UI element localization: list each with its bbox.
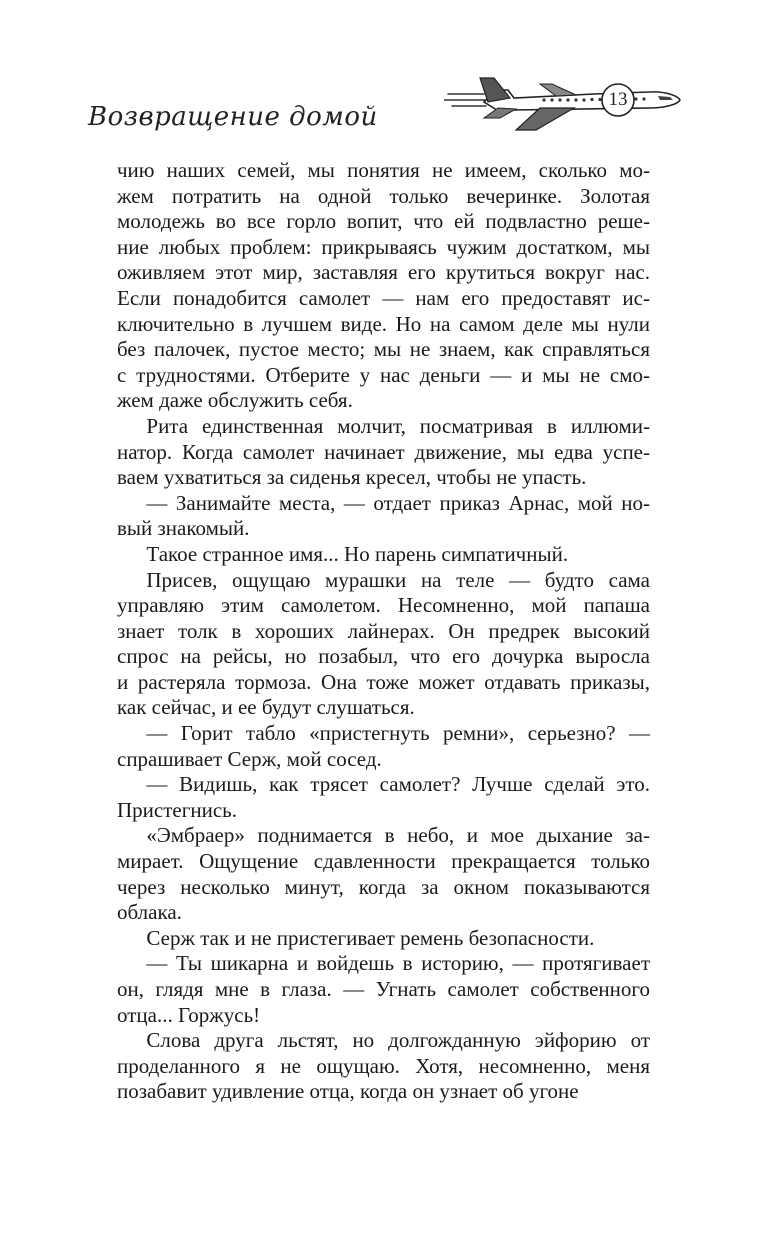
page-number: 13 — [608, 89, 628, 110]
text-line: молодежь во все горло вопит, что ей подвластно реше- — [117, 209, 650, 234]
text-line: через несколько минут, когда за окном показываются — [117, 874, 650, 899]
text-line: чию наших семей, мы понятия не имеем, сколько мо- — [117, 158, 650, 182]
text-line: позабавит удивление отца, когда он узнает об угоне — [117, 1079, 579, 1104]
text-line: мирает. Ощущение сдавленности прекращается только — [117, 849, 650, 874]
paragraph — [117, 414, 650, 491]
text-line: отца... Горжусь! — [117, 1002, 261, 1027]
paragraph — [117, 772, 650, 823]
paragraph — [117, 721, 650, 772]
paragraph — [117, 542, 650, 568]
text-line: знает толк в хороших лайнерах. Он предрек высокий — [117, 618, 650, 643]
paragraph — [117, 568, 650, 722]
text-line: Рита единственная молчит, посматривая в иллюми- — [146, 413, 650, 438]
paragraph — [117, 491, 650, 542]
text-line: оживляем этот мир, заставляя его крутиться вокруг нас. — [117, 260, 650, 285]
text-line: он, глядя мне в глаза. — Угнать самолет собственного — [117, 977, 650, 1001]
paragraph — [117, 926, 650, 952]
text-line: Такое странное имя... Но парень симпатичный. — [146, 541, 569, 566]
text-line: облака. — [117, 900, 182, 925]
text-line: жем потратить на одной только вечеринке. Золотая — [117, 183, 650, 208]
text-line: «Эмбраер» поднимается в небо, и мое дыхание за- — [146, 823, 650, 848]
text-line: без палочек, пустое место; мы не знаем, как справляться — [117, 337, 650, 362]
text-line: ваем ухватиться за сиденья кресел, чтобы не упасть. — [117, 465, 587, 490]
text-line: — Ты шикарна и войдешь в историю, — протягивает — [146, 951, 650, 976]
text-line: ключительно в лучшем виде. Но на самом деле мы нули — [117, 311, 650, 336]
text-line: управляю этим самолетом. Несомненно, мой папаша — [117, 593, 650, 618]
body-text — [117, 158, 650, 1105]
text-line: жем даже обслужить себя. — [117, 388, 353, 413]
text-line: Если понадобится самолет — нам его предоставят ис- — [117, 285, 650, 310]
text-line: с трудностями. Отберите у нас деньги — и мы не смо- — [117, 362, 650, 387]
text-line: Слова друга льстят, но долгожданную эйфорию от — [146, 1028, 650, 1053]
text-line: спрос на рейсы, но позабыл, что его дочурка выросла — [117, 644, 650, 669]
airplane-icon — [444, 72, 684, 132]
text-line: Присев, ощущаю мурашки на теле — будто сама — [146, 567, 650, 592]
paragraph — [117, 823, 650, 925]
text-line: ние любых проблем: прикрываясь чужим достатком, мы — [117, 234, 650, 259]
paragraph — [117, 1028, 650, 1105]
paragraph — [117, 951, 650, 1028]
paragraph — [117, 158, 650, 414]
text-line: натор. Когда самолет начинает движение, мы едва успе- — [117, 439, 650, 464]
text-line: как сейчас, и ее будут слушаться. — [117, 695, 415, 720]
text-line: проделанного я не ощущаю. Хотя, несомненно, меня — [117, 1053, 650, 1078]
text-line: — Видишь, как трясет самолет? Лучше сделай это. — [146, 772, 650, 797]
text-line: Серж так и не пристегивает ремень безопасности. — [146, 925, 595, 950]
running-header-title: Возвращение домой — [88, 102, 378, 132]
text-line: спрашивает Серж, мой сосед. — [117, 746, 382, 771]
text-line: — Горит табло «пристегнуть ремни», серьезно? — — [146, 721, 650, 746]
text-line: вый знакомый. — [117, 516, 250, 541]
text-line: Пристегнись. — [117, 797, 237, 822]
text-line: — Занимайте места, — отдает приказ Арнас, мой но- — [146, 490, 650, 515]
text-line: и растеряла тормоза. Она тоже может отдавать приказы, — [117, 669, 650, 694]
